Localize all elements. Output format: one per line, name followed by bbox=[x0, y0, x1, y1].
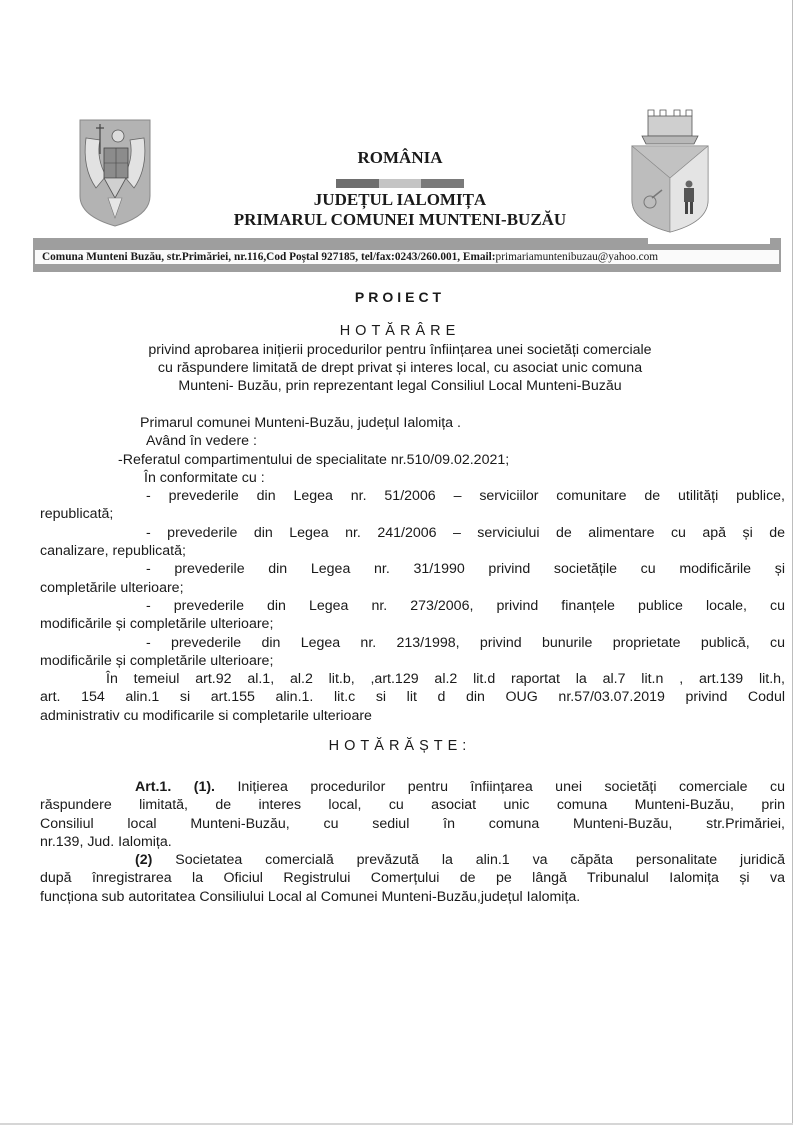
address-line bbox=[35, 250, 779, 264]
legal-basis-line: administrativ cu modificarile si completarile ulterioare bbox=[40, 707, 372, 724]
law-line-cont: modificările și completările ulterioare; bbox=[40, 616, 274, 633]
legal-basis-line: art. 154 alin.1 si art.155 alin.1. lit.c si lit d din OUG nr.57/03.07.2019 privind Codul bbox=[40, 689, 785, 706]
article-line bbox=[40, 851, 785, 869]
conformity-line: În conformitate cu : bbox=[144, 469, 265, 486]
tricolor-bar bbox=[336, 179, 464, 188]
article-line: Consiliul local Munteni-Buzău, cu sediul în comuna Munteni-Buzău, str.Primăriei, bbox=[40, 815, 785, 832]
referat-line: -Referatul compartimentului de specialitate nr.510/09.02.2021; bbox=[118, 451, 510, 468]
law-line: - prevederile din Legea nr. 213/1998, privind bunurile proprietate publică, cu bbox=[146, 634, 785, 651]
document-type: PROIECT bbox=[354, 289, 446, 305]
page-edge bbox=[792, 0, 793, 1124]
article-line bbox=[40, 778, 785, 796]
article-line: funcționa sub autoritatea Consiliului Local al Comunei Munteni-Buzău,județul Ialomița. bbox=[40, 888, 581, 905]
law-line-cont: modificările și completările ulterioare; bbox=[40, 652, 274, 669]
law-line: - prevederile din Legea nr. 273/2006, privind finanțele publice locale, cu bbox=[146, 597, 785, 614]
article-label: Art.1. (1). bbox=[135, 779, 215, 795]
header-country: ROMÂNIA bbox=[357, 148, 443, 167]
decision-heading: HOTĂRĂȘTE: bbox=[328, 738, 472, 754]
law-line-cont: canalizare, republicată; bbox=[40, 543, 186, 560]
preamble bbox=[40, 414, 785, 725]
article-line: răspundere limitată, de interes local, cu asociat unic comuna Munteni-Buzău, prin bbox=[40, 797, 785, 814]
article-1 bbox=[40, 778, 785, 906]
law-line: - prevederile din Legea nr. 241/2006 – serviciului de alimentare cu apă și de bbox=[146, 524, 785, 541]
document-heading: HOTĂRÂRE bbox=[339, 323, 461, 339]
subtitle-line: Munteni- Buzău, prin reprezentant legal Consiliul Local Munteni-Buzău bbox=[178, 378, 622, 394]
header-office: PRIMARUL COMUNEI MUNTENI-BUZĂU bbox=[233, 210, 567, 229]
issuer-line: Primarul comunei Munteni-Buzău, județul Ialomița . bbox=[140, 415, 461, 431]
document-subtitle bbox=[0, 341, 800, 395]
flag-stripe-3 bbox=[421, 179, 464, 188]
law-line-cont: republicată; bbox=[40, 506, 114, 523]
email-link[interactable]: primariamuntenibuzau@yahoo.com bbox=[495, 251, 659, 263]
subtitle-line: cu răspundere limitată de drept privat și interes local, cu asociat unic comuna bbox=[157, 360, 643, 376]
page-edge bbox=[0, 1123, 793, 1125]
law-item bbox=[40, 487, 785, 524]
considering-line: Având în vedere : bbox=[146, 433, 257, 450]
law-item bbox=[40, 560, 785, 597]
law-item bbox=[40, 634, 785, 671]
law-item bbox=[40, 524, 785, 561]
article-text: Societatea comercială prevăzută la alin.1 va căpăta personalitate juridică bbox=[152, 852, 785, 869]
law-line: - prevederile din Legea nr. 31/1990 privind societățile cu modificările și bbox=[146, 561, 785, 578]
law-line-cont: completările ulterioare; bbox=[40, 579, 184, 596]
flag-stripe-1 bbox=[336, 179, 379, 188]
flag-stripe-2 bbox=[379, 179, 422, 188]
article-line: nr.139, Jud. Ialomița. bbox=[40, 833, 172, 850]
address-text: Comuna Munteni Buzău, str.Primăriei, nr.116,Cod Poștal 927185, tel/fax:0243/260.001, Email: bbox=[42, 251, 496, 263]
subtitle-line: privind aprobarea inițierii procedurilor pentru înființarea unei societăți comerciale bbox=[148, 342, 652, 358]
legal-basis-line: În temeiul art.92 al.1, al.2 lit.b, ,art.129 al.2 lit.d raportat la al.7 lit.n , art.139 lit.h, bbox=[106, 671, 785, 688]
header-county: JUDEȚUL IALOMIȚA bbox=[313, 190, 487, 209]
article-text: Inițierea procedurilor pentru înființarea unei societăți comerciale cu bbox=[215, 779, 785, 795]
address-band-notch bbox=[648, 238, 770, 244]
paragraph-label: (2) bbox=[135, 852, 153, 869]
law-line: - prevederile din Legea nr. 51/2006 – serviciilor comunitare de utilități publice, bbox=[146, 488, 785, 505]
law-item bbox=[40, 597, 785, 634]
article-line: după înregistrarea la Oficiul Registrului Comerțului de pe lângă Tribunalul Ialomița și va bbox=[40, 870, 785, 887]
